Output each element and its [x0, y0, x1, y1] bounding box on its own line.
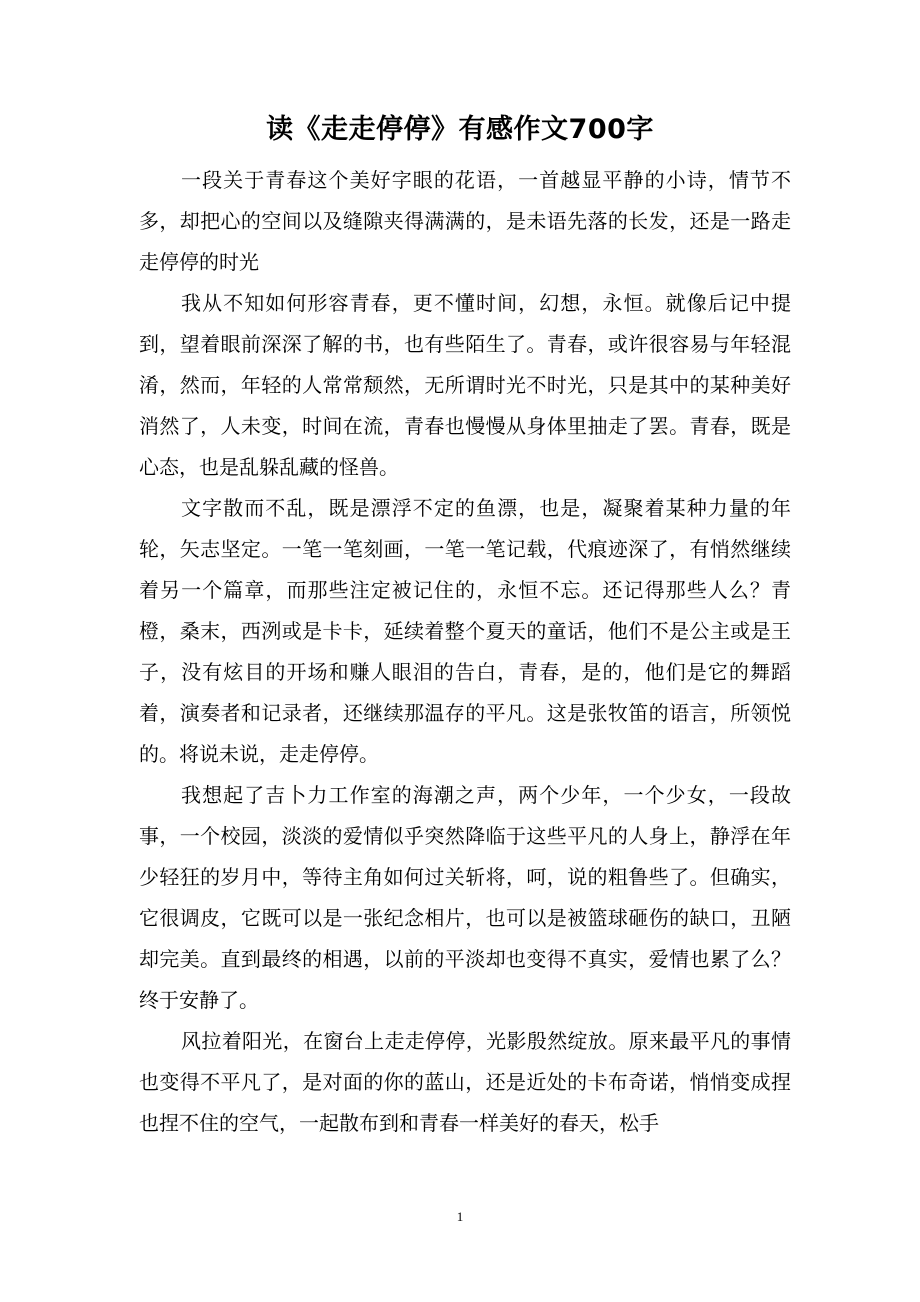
page-number: 1: [456, 1209, 464, 1224]
paragraph-4: 我想起了吉卜力工作室的海潮之声，两个少年，一个少女，一段故事，一个校园，淡淡的爱情似乎突然降临于这些平凡的人身上，静浮在年少轻狂的岁月中，等待主角如何过关斩将，呵，说的粗鲁些了。但确实，它很调皮，它既可以是一张纪念相片，也可以是被篮球砸伤的缺口，丑陋却完美。直到最终的相遇，以前的平淡却也变得不真实，爱情也累了么？终于安静了。: [139, 783, 791, 1012]
document-body: [139, 160, 791, 1144]
paragraph-3: 文字散而不乱，既是漂浮不定的鱼漂，也是，凝聚着某种力量的年轮，矢志坚定。一笔一笔刻画，一笔一笔记载，代痕迹深了，有悄然继续着另一个篇章，而那些注定被记住的，永恒不忘。还记得那些人么？青橙，桑末，西洌或是卡卡，延续着整个夏天的童话，他们不是公主或是王子，没有炫目的开场和赚人眼泪的告白，青春，是的，他们是它的舞蹈着，演奏者和记录者，还继续那温存的平凡。这是张牧笛的语言，所领悦的。将说未说，走走停停。: [139, 496, 791, 766]
paragraph-2: 我从不知如何形容青春，更不懂时间，幻想，永恒。就像后记中提到，望着眼前深深了解的书，也有些陌生了。青春，或许很容易与年轻混淆，然而，年轻的人常常颓然，无所谓时光不时光，只是其中的某种美好消然了，人未变，时间在流，青春也慢慢从身体里抽走了罢。青春，既是心态，也是乱躲乱藏的怪兽。: [139, 291, 791, 479]
paragraph-5: 风拉着阳光，在窗台上走走停停，光影殷然绽放。原来最平凡的事情也变得不平凡了，是对面的你的蓝山，还是近处的卡布奇诺，悄悄变成捏也捏不住的空气，一起散布到和青春一样美好的春天，松手: [139, 1029, 791, 1135]
document-title: 读《走走停停》有感作文700字: [266, 114, 654, 145]
paragraph-1: 一段关于青春这个美好字眼的花语，一首越显平静的小诗，情节不多，却把心的空间以及缝隙夹得满满的，是未语先落的长发，还是一路走走停停的时光: [139, 168, 791, 274]
